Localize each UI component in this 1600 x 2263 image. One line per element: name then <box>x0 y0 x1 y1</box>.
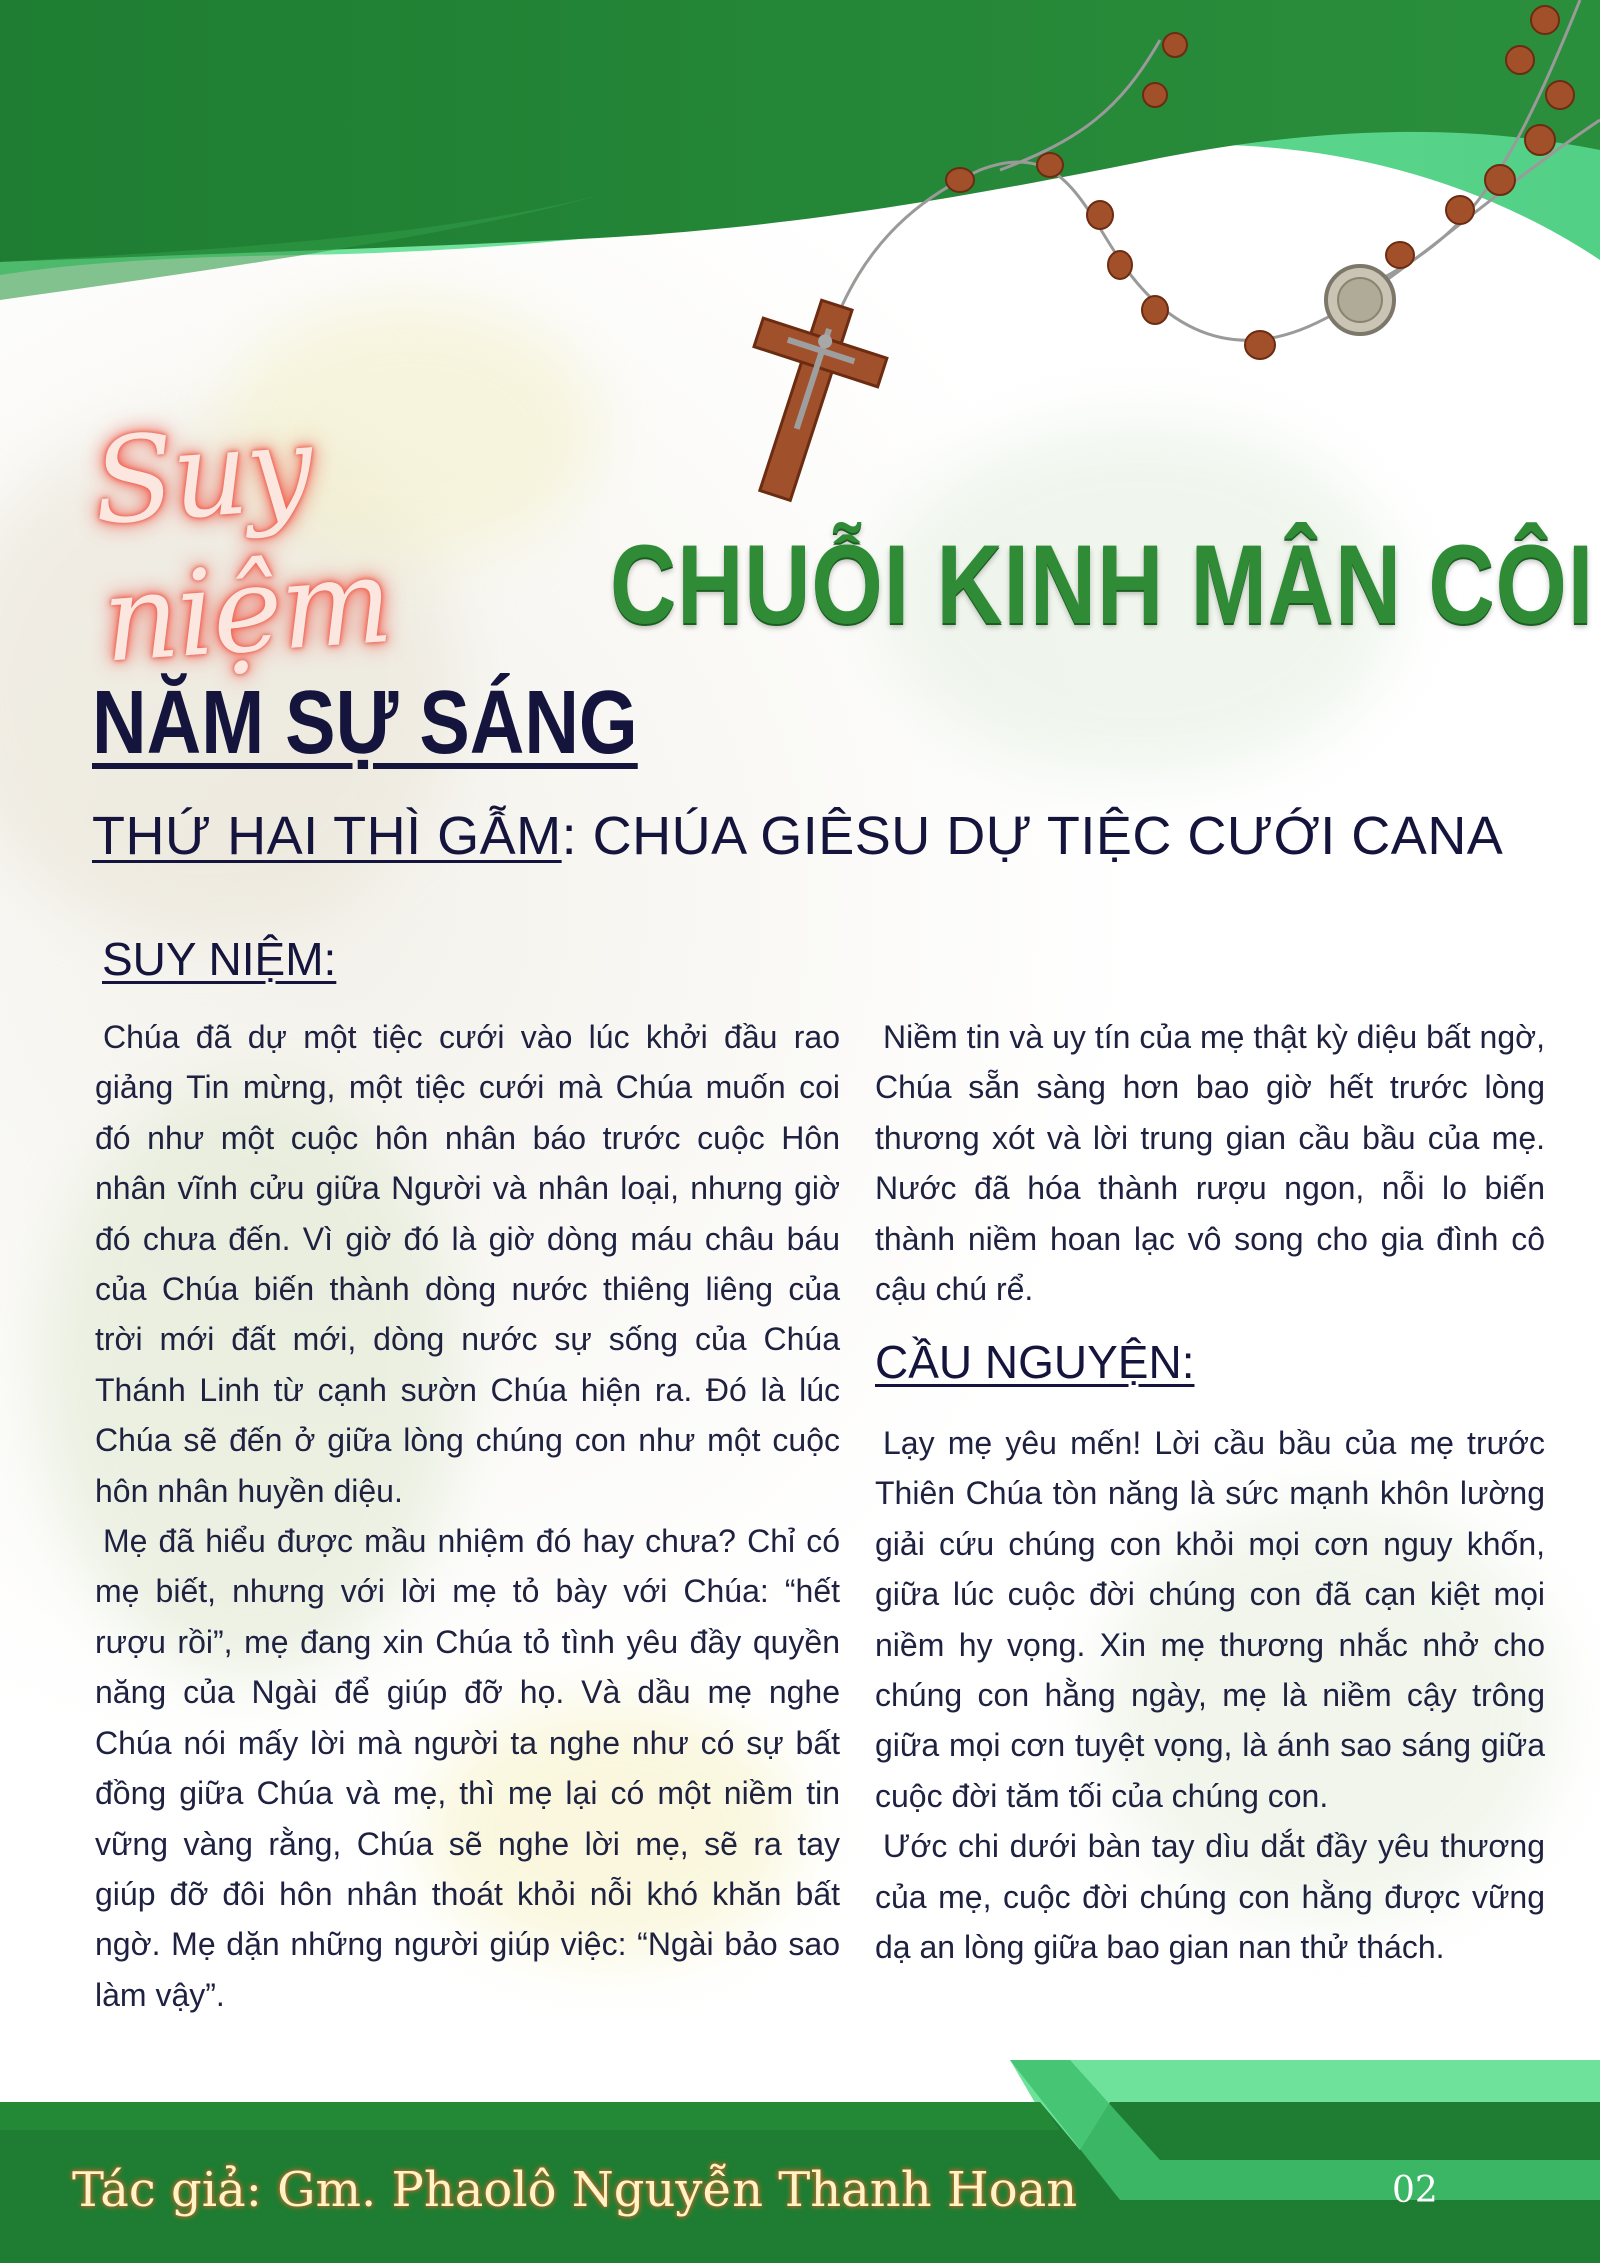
meditation-heading: SUY NIỆM: <box>102 933 337 985</box>
rosary-illustration <box>700 0 1600 520</box>
meditation-column-left <box>95 1012 840 2020</box>
prayer-column <box>875 1418 1545 1972</box>
prayer-paragraph: Lạy mẹ yêu mến! Lời cầu bầu của mẹ trước Thiên Chúa tòn năng là sức mạnh khôn lường giải cứu chúng con khỏi mọi cơn nguy khốn, giữa lúc cuộc đời chúng con đã cạn kiệt mọi niềm hy vọng. Xin mẹ thương nhắc nhở cho chúng con hằng ngày, mẹ là niềm cậy trông giữa mọi cơn tuyệt vọng, là ánh sao sáng giữa cuộc đời tăm tối của chúng con. <box>875 1425 1545 1814</box>
meditation-paragraph: Mẹ đã hiểu được mầu nhiệm đó hay chưa? Chỉ có mẹ biết, nhưng với lời mẹ tỏ bày với Chúa: “hết rượu rồi”, mẹ đang xin Chúa tỏ tình yêu đầy quyền năng của Ngài để giúp đỡ họ. Và dầu mẹ nghe Chúa nói mấy lời mà người ta nghe như có sự bất đồng giữa Chúa và mẹ, thì mẹ lại có một niềm tin vững vàng rằng, Chúa sẽ nghe lời mẹ, sẽ ra tay giúp đỡ đôi hôn nhân thoát khỏi nỗi khó khăn bất ngờ. Mẹ dặn những người giúp việc: “Ngài bảo sao làm vậy”. <box>95 1523 840 2013</box>
prayer-paragraph: Ước chi dưới bàn tay dìu dắt đầy yêu thương của mẹ, cuộc đời chúng con hằng được vững dạ an lòng giữa bao gian nan thử thách. <box>875 1828 1545 1966</box>
prayer-heading: CẦU NGUYỆN: <box>875 1336 1195 1388</box>
script-title: Suy niệm <box>88 398 395 689</box>
page-number: 02 <box>1392 2170 1438 2211</box>
main-title: CHUỖI KINH MÂN CÔI <box>610 522 1595 647</box>
mystery-text: CHÚA GIÊSU DỰ TIỆC CƯỚI CANA <box>577 806 1504 866</box>
meditation-paragraph: Chúa đã dự một tiệc cưới vào lúc khởi đầu rao giảng Tin mừng, một tiệc cưới mà Chúa muốn coi đó như một cuộc hôn nhân báo trước cuộc Hôn nhân vĩnh cửu giữa Người và nhân loại, nhưng giờ đó chưa đến. Vì giờ đó là giờ dòng máu châu báu của Chúa biến thành dòng nước thiêng liêng của trời mới đất mới, dòng nước sự sống của Chúa Thánh Linh từ cạnh sườn Chúa hiện ra. Đó là lúc Chúa sẽ đến ở giữa lòng chúng con như một cuộc hôn nhân huyền diệu. <box>95 1019 840 1509</box>
meditation-paragraph: Niềm tin và uy tín của mẹ thật kỳ diệu bất ngờ, Chúa sẵn sàng hơn bao giờ hết trước lòng thương xót và lời trung gian cầu bầu của mẹ. Nước đã hóa thành rượu ngon, nỗi lo biến thành niềm hoan lạc vô song cho gia đình cô cậu chú rể. <box>875 1019 1545 1308</box>
section-title: NĂM SỰ SÁNG <box>92 673 638 773</box>
mystery-title <box>92 805 1572 885</box>
mystery-label: THỨ HAI THÌ GẪM <box>92 806 562 866</box>
meditation-column-right <box>875 1012 1545 1314</box>
author-credit: Tác giả: Gm. Phaolô Nguyễn Thanh Hoan <box>72 2162 1078 2218</box>
mystery-separator: : <box>561 806 578 866</box>
